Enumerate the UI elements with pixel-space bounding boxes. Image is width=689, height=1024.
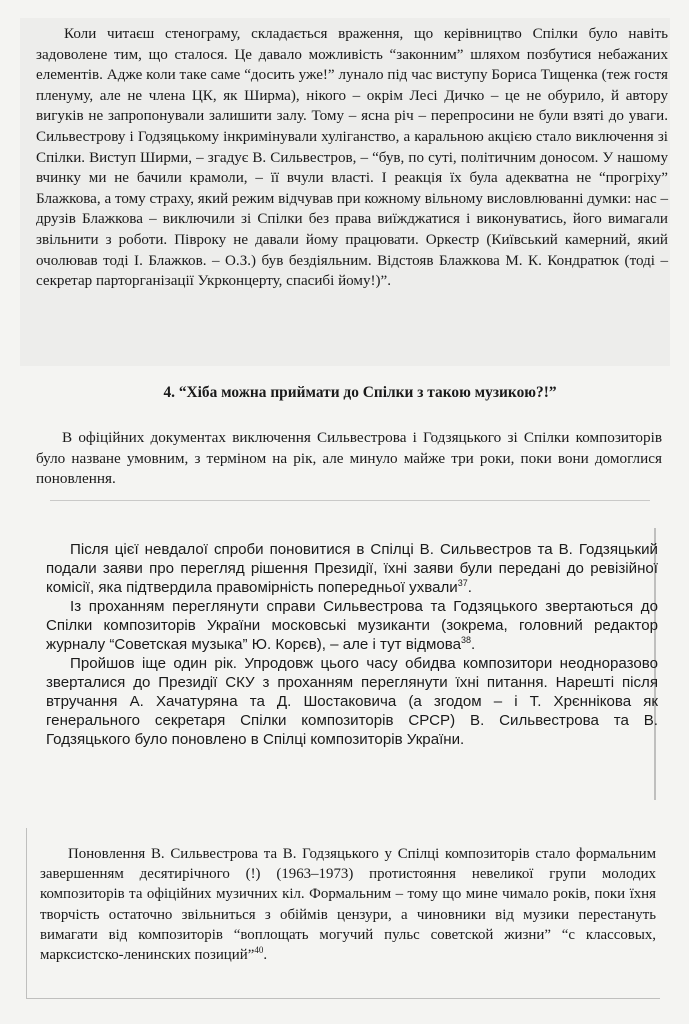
text-block-2 — [36, 428, 662, 490]
paragraph — [46, 540, 658, 597]
paragraph: Пройшов іще один рік. Упродовж цього часу обидва композитори неодноразово зверталися до Президії СКУ з проханням переглянути їхні питання. Нарешті після втручання А. Хачатуряна та Д. Шостаковича (а згодом – і Т. Хрєннікова як генерального секретаря Спілки композиторів СРСР) В. Сильвестрова та В. Годзяцького було поновлено в Спілці композиторів України. — [46, 655, 658, 748]
footnote-ref: 40 — [254, 945, 264, 956]
paragraph — [46, 597, 658, 654]
punctuation: . — [467, 579, 472, 596]
footnote-ref: 37 — [457, 577, 468, 588]
paragraph-text: Із проханням переглянути справи Сильвестрова та Годзяцького звертаються до Спілки композиторів України московські музиканти (зокрема, головний редактор журналу “Советская музыка” Ю. Корєв), – але і тут відмова — [46, 598, 658, 653]
text-block-1 — [36, 24, 668, 292]
punctuation: . — [471, 636, 476, 653]
section-heading: 4. “Хіба можна приймати до Спілки з такою музикою?!” — [163, 384, 557, 401]
paragraph: В офіційних документах виключення Сильвестрова і Годзяцького зі Спілки композиторів було назване умовним, з терміном на рік, але минуло майже три роки, поки вони домоглися поновлення. — [36, 429, 662, 487]
divider — [50, 500, 650, 501]
text-block-3 — [46, 540, 658, 749]
paragraph-text: Після цієї невдалої спроби поновитися в Спілці В. Сильвестров та В. Годзяцький подали заяви про перегляд рішення Президії, їхні заяви були передані до ревізійної комісії, яка підтвердила правомірність попередньої ухвали — [46, 541, 658, 596]
paragraph — [40, 844, 656, 965]
paste-edge — [26, 828, 27, 998]
paste-edge — [26, 998, 660, 999]
paragraph: Коли читаєш стенограму, складається враження, що керівництво Спілки було навіть задоволене тим, що сталося. Це давало можливість “законним” шляхом позбутися небажаних елементів. Адже коли таке саме “досить уже!” лунало під час виступу Бориса Тищенка (теж гостя пленуму, але не члена ЦК, як Ширма), нікого – окрім Лесі Дичко – це не обурило, й автору вигуків не запропонували залишити залу. Тому – ясна річ – перепросини не були взяті до уваги. Сильвестрову і Годзяцькому інкримінували хуліганство, а каральною акцією стало виключення зі Спілки. Виступ Ширми, – згадує В. Сильвестров, – “був, по суті, політичним доносом. У нашому вчинку ми не бачили крамоли, – її вчули власті. І реакція їх була адекватна не “прогріху” Блажкова, а тому страху, який режим відчував при кожному вільному висловлюванні думки: нас – друзів Блажкова – виключили зі Спілки без права виїжджатися і виконуватись, його вимагали звільнити з роботи. Півроку не давали йому працювати. Оркестр (Київський камерний, який очолював тоді І. Блажков. – О.З.) був бездіяльним. Відстояв Блажкова М. К. Кондратюк (тоді – секретар парторганізації Укрконцерту, спасибі йому!)”. — [36, 26, 668, 290]
text-block-4 — [40, 844, 656, 965]
paragraph-text: Поновлення В. Сильвестрова та В. Годзяцького у Спілці композиторів стало формальним завершенням десятирічного (!) (1963–1973) протистояння невеликої групи молодих композиторів та офіційних музичних кіл. Формальним – тому що мине чимало років, поки їхня творчість остаточно звільниться з обіймів цензури, а чиновники від музики перестануть вимагати від композиторів “воплощать могучий пульс советской жизни” “с классовых, марксистско-ленинских позиций” — [40, 846, 656, 964]
punctuation: . — [263, 947, 268, 964]
footnote-ref: 38 — [460, 634, 471, 645]
